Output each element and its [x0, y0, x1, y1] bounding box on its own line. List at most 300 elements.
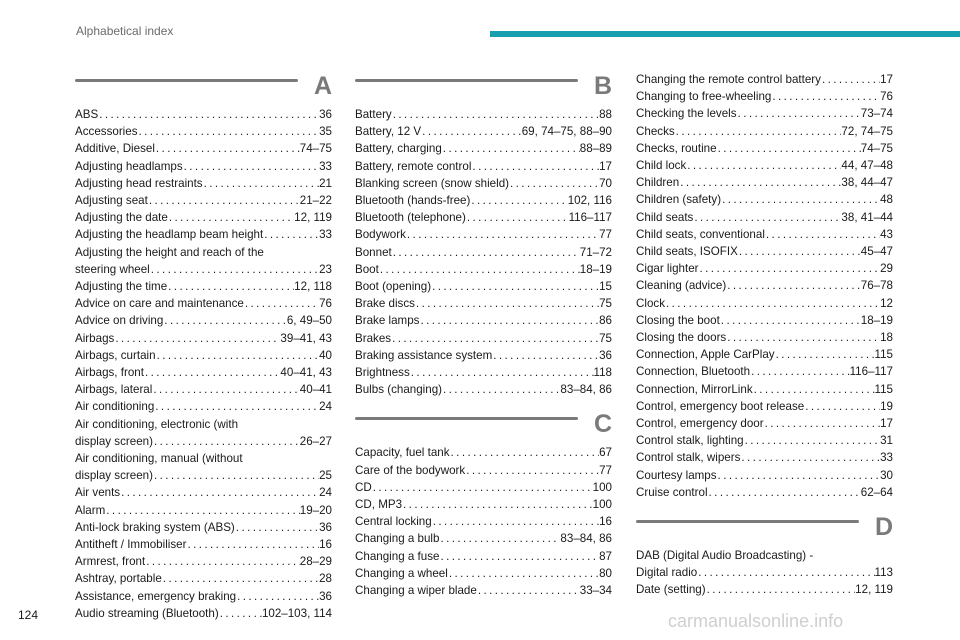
entry-pages: 36	[319, 108, 332, 121]
index-entry	[75, 467, 332, 484]
dot-leader	[764, 415, 881, 432]
entry-term: Airbags	[75, 331, 115, 345]
dot-leader	[150, 261, 319, 278]
entry-term: Control, emergency boot release	[636, 399, 805, 413]
entry-term: Adjusting headlamps	[75, 159, 183, 173]
dot-leader	[726, 329, 880, 346]
entry-pages: 33	[880, 451, 893, 465]
entry-pages: 12, 118	[294, 280, 332, 294]
dot-leader	[155, 140, 300, 157]
entry-pages: 19	[880, 399, 893, 413]
dot-leader	[415, 295, 599, 312]
entry-pages: 30	[880, 468, 893, 482]
entry-term: Armrest, front	[75, 555, 146, 569]
index-entry	[636, 312, 893, 329]
entry-term: Airbags, front	[75, 366, 144, 380]
entry-term: Brightness	[355, 366, 410, 380]
entry-term: Central locking	[355, 515, 432, 529]
entry-pages: 36	[319, 520, 332, 534]
entry-pages: 71–72	[579, 245, 612, 259]
index-entry	[355, 530, 612, 547]
entry-pages: 33–34	[579, 584, 612, 598]
index-entry	[75, 278, 332, 295]
dot-leader	[372, 479, 593, 496]
entry-pages: 33	[319, 228, 332, 242]
entry-term: Control stalk, wipers	[636, 451, 741, 465]
index-entry	[636, 88, 893, 105]
index-entry	[636, 123, 893, 140]
dot-leader	[750, 363, 849, 380]
entry-pages: 44, 47–48	[841, 159, 893, 173]
entry-term: Children (safety)	[636, 193, 722, 207]
dot-leader	[406, 226, 599, 243]
header-accent-bar	[490, 31, 960, 37]
entry-pages: 67	[599, 446, 612, 460]
entry-term: Bulbs (changing)	[355, 383, 443, 397]
index-entry	[355, 278, 612, 295]
dot-leader	[144, 364, 280, 381]
entry-term: Air conditioning	[75, 400, 155, 414]
entry-term: display screen)	[75, 469, 153, 483]
dot-leader	[737, 105, 861, 122]
entry-pages: 80	[599, 566, 612, 580]
entry-term: Accessories	[75, 125, 138, 139]
index-entry	[355, 381, 612, 398]
index-entry	[636, 363, 893, 380]
entry-pages: 72, 74–75	[841, 124, 893, 138]
index-entry	[75, 364, 332, 381]
dot-leader	[432, 513, 599, 530]
entry-pages: 70	[599, 176, 612, 190]
entry-pages: 40	[319, 348, 332, 362]
entry-pages: 77	[599, 228, 612, 242]
entry-pages: 24	[319, 486, 332, 500]
dot-leader	[244, 295, 319, 312]
dot-leader	[183, 158, 319, 175]
entry-pages: 16	[319, 538, 332, 552]
entry-pages: 12	[880, 296, 893, 310]
dot-leader	[431, 278, 599, 295]
entry-pages: 76	[319, 297, 332, 311]
dot-leader	[693, 209, 841, 226]
entry-term: Brakes	[355, 331, 392, 345]
entry-pages: 21–22	[299, 194, 332, 208]
index-entry	[355, 140, 612, 157]
index-entry	[75, 209, 332, 226]
index-entry	[355, 106, 612, 123]
dot-leader	[392, 244, 580, 261]
entry-term: Battery	[355, 108, 392, 121]
entry-pages: 31	[880, 434, 893, 448]
entry-term: Clock	[636, 296, 665, 310]
index-section-a	[75, 72, 332, 622]
dot-leader	[765, 226, 880, 243]
index-entry	[636, 329, 893, 346]
entry-pages: 100	[592, 498, 612, 512]
dot-leader	[410, 364, 594, 381]
index-entry	[355, 565, 612, 582]
index-entry	[636, 295, 893, 312]
index-entry	[355, 330, 612, 347]
page-number: 124	[18, 608, 39, 622]
entry-term: Blanking screen (snow shield)	[355, 176, 510, 190]
dot-leader	[263, 226, 319, 243]
entry-pages: 36	[319, 589, 332, 603]
index-entry	[355, 347, 612, 364]
index-entry	[636, 140, 893, 157]
entry-term: Braking assistance system	[355, 348, 493, 362]
dot-leader	[235, 519, 319, 536]
index-section-b	[355, 72, 612, 398]
index-column-1	[75, 72, 332, 638]
entry-term: Digital radio	[636, 566, 698, 580]
index-entry: DAB (Digital Audio Broadcasting) -	[636, 549, 814, 563]
entry-term: Advice on driving	[75, 314, 164, 328]
section-heading	[636, 513, 893, 547]
entry-pages: 29	[880, 262, 893, 276]
section-heading	[355, 72, 612, 106]
dot-leader	[771, 88, 880, 105]
entry-pages: 16	[599, 515, 612, 529]
index-entry	[355, 192, 612, 209]
index-entry	[75, 106, 332, 123]
entry-term: Connection, MirrorLink	[636, 382, 753, 396]
index-entry	[75, 484, 332, 501]
entry-term: Connection, Bluetooth	[636, 365, 751, 379]
entry-pages: 15	[599, 280, 612, 294]
dot-leader	[153, 467, 319, 484]
entry-term: Boot (opening)	[355, 280, 432, 294]
entry-pages: 118	[593, 366, 612, 380]
dot-leader	[686, 157, 841, 174]
entry-term: Checks	[636, 124, 675, 138]
dot-leader	[753, 381, 875, 398]
dot-leader	[448, 565, 599, 582]
entry-pages: 28–29	[299, 555, 332, 569]
entry-term: Adjusting head restraints	[75, 176, 203, 190]
watermark: carmanualsonline.info	[668, 611, 844, 631]
index-column-2	[355, 72, 612, 615]
index-entry	[75, 226, 332, 243]
index-entry	[636, 381, 893, 398]
entry-term: Bluetooth (hands-free)	[355, 194, 471, 208]
entry-pages: 102, 116	[567, 194, 612, 208]
dot-leader	[138, 123, 320, 140]
index-entry	[636, 157, 893, 174]
index-entry	[75, 261, 332, 278]
dot-leader	[152, 381, 299, 398]
dot-leader	[236, 588, 319, 605]
entry-term: Ashtray, portable	[75, 572, 162, 586]
section-letter: A	[313, 72, 332, 100]
entry-pages: 17	[880, 73, 893, 86]
entry-pages: 39–41, 43	[280, 331, 332, 345]
dot-leader	[740, 449, 880, 466]
index-entry	[355, 496, 612, 513]
dot-leader	[450, 444, 600, 461]
entry-pages: 18–19	[579, 262, 612, 276]
entry-term: steering wheel	[75, 262, 150, 276]
entry-term: Child seats, conventional	[636, 227, 765, 241]
entry-term: Closing the boot	[636, 313, 720, 327]
index-section-c	[355, 410, 612, 599]
entry-term: Child seats, ISOFIX	[636, 245, 738, 259]
index-entry	[355, 295, 612, 312]
entry-term: Assistance, emergency braking	[75, 589, 237, 603]
entry-pages: 74–75	[299, 142, 332, 156]
index-entry	[636, 484, 893, 501]
entry-pages: 77	[599, 463, 612, 477]
dot-leader	[219, 605, 262, 622]
index-entry	[355, 444, 612, 461]
entry-term: Changing a wheel	[355, 566, 448, 580]
index-entry	[636, 581, 893, 598]
dot-leader	[706, 581, 856, 598]
dot-leader	[114, 330, 280, 347]
dot-leader	[442, 381, 560, 398]
entry-term: Capacity, fuel tank	[355, 446, 450, 460]
dot-leader	[466, 209, 569, 226]
dot-leader	[98, 106, 319, 123]
index-entry	[75, 588, 332, 605]
dot-leader	[492, 347, 599, 364]
dot-leader	[120, 484, 319, 501]
entry-pages: 74–75	[860, 141, 893, 155]
entry-term: Airbags, lateral	[75, 383, 153, 397]
entry-term: Checking the levels	[636, 107, 737, 121]
dot-leader	[708, 484, 861, 501]
entry-pages: 86	[599, 314, 612, 328]
entry-pages: 21	[319, 176, 332, 190]
dot-leader	[442, 140, 580, 157]
index-entry	[636, 71, 893, 88]
index-entry	[355, 209, 612, 226]
index-entry	[75, 570, 332, 587]
index-entry: Air conditioning, manual (without	[75, 452, 243, 466]
entry-pages: 116–117	[568, 211, 612, 225]
entry-term: Battery, 12 V	[355, 125, 422, 139]
entry-pages: 100	[592, 480, 612, 494]
entry-term: Audio streaming (Bluetooth)	[75, 606, 219, 620]
index-entry	[75, 140, 332, 157]
dot-leader	[717, 140, 861, 157]
dot-leader	[465, 462, 599, 479]
section-rule	[636, 520, 859, 523]
section-letter: D	[874, 513, 893, 542]
entry-term: Changing a fuse	[355, 549, 440, 563]
entry-term: Bonnet	[355, 245, 392, 259]
dot-leader	[203, 175, 319, 192]
entry-pages: 18–19	[860, 313, 893, 327]
entry-pages: 24	[319, 400, 332, 414]
section-heading	[75, 72, 332, 106]
index-entry	[636, 432, 893, 449]
index-entry	[75, 519, 332, 536]
entry-term: Bodywork	[355, 228, 406, 242]
entry-pages: 73–74	[860, 107, 893, 121]
entry-pages: 45–47	[860, 245, 893, 259]
dot-leader	[391, 330, 599, 347]
index-entry	[75, 312, 332, 329]
index-entry	[355, 312, 612, 329]
index-entry	[355, 261, 612, 278]
entry-pages: 19–20	[299, 503, 332, 517]
index-entry	[636, 174, 893, 191]
dot-leader	[421, 123, 522, 140]
entry-pages: 23	[319, 262, 332, 276]
index-entry	[75, 381, 332, 398]
index-column-3	[636, 71, 893, 615]
entry-pages: 33	[319, 159, 332, 173]
entry-pages: 40–41	[299, 383, 332, 397]
entry-pages: 83–84, 86	[560, 532, 612, 546]
index-entry	[355, 479, 612, 496]
section-heading	[355, 410, 612, 444]
entry-pages: 43	[880, 227, 893, 241]
index-entry	[355, 244, 612, 261]
entry-pages: 17	[599, 159, 612, 173]
index-entry	[75, 502, 332, 519]
entry-pages: 76	[880, 90, 893, 104]
dot-leader	[148, 192, 300, 209]
index-entry	[75, 398, 332, 415]
dot-leader	[156, 347, 320, 364]
entry-pages: 28	[319, 572, 332, 586]
entry-term: CD, MP3	[355, 498, 403, 512]
entry-term: Adjusting the date	[75, 211, 168, 225]
entry-term: Brake lamps	[355, 314, 420, 328]
dot-leader	[679, 174, 841, 191]
index-entry	[75, 123, 332, 140]
index-entry	[355, 175, 612, 192]
index-entry	[75, 192, 332, 209]
index-entry	[75, 433, 332, 450]
index-entry	[636, 105, 893, 122]
dot-leader	[153, 433, 300, 450]
dot-leader	[744, 432, 880, 449]
dot-leader	[105, 502, 299, 519]
dot-leader	[186, 536, 319, 553]
index-entry	[355, 123, 612, 140]
dot-leader	[163, 312, 287, 329]
entry-term: Control stalk, lighting	[636, 434, 744, 448]
index-entry	[636, 398, 893, 415]
entry-pages: 6, 49–50	[286, 314, 332, 328]
entry-pages: 116–117	[849, 365, 893, 379]
entry-term: Adjusting the time	[75, 280, 168, 294]
entry-pages: 62–64	[860, 485, 893, 499]
entry-pages: 12, 119	[294, 211, 332, 225]
entry-pages: 26–27	[299, 434, 332, 448]
entry-pages: 102–103, 114	[261, 606, 332, 620]
index-entry	[355, 226, 612, 243]
index-entry	[75, 553, 332, 570]
entry-term: Cigar lighter	[636, 262, 699, 276]
entry-term: Alarm	[75, 503, 106, 517]
dot-leader	[154, 398, 319, 415]
entry-term: CD	[355, 480, 372, 494]
dot-leader	[145, 553, 300, 570]
entry-term: Battery, charging	[355, 142, 442, 156]
index-entry	[355, 548, 612, 565]
dot-leader	[168, 209, 294, 226]
dot-leader	[721, 191, 880, 208]
dot-leader	[402, 496, 593, 513]
entry-pages: 69, 74–75, 88–90	[521, 125, 612, 139]
dot-leader	[419, 312, 599, 329]
dot-leader	[699, 260, 881, 277]
entry-term: Adjusting the headlamp beam height	[75, 228, 264, 242]
dot-leader	[665, 295, 880, 312]
entry-term: Control, emergency door	[636, 417, 764, 431]
entry-pages: 48	[880, 193, 893, 207]
entry-term: Airbags, curtain	[75, 348, 156, 362]
entry-term: Additive, Diesel	[75, 142, 155, 156]
dot-leader	[470, 192, 567, 209]
entry-term: Adjusting seat	[75, 194, 148, 208]
entry-term: Battery, remote control	[355, 159, 472, 173]
index-entry	[636, 226, 893, 243]
entry-term: display screen)	[75, 434, 153, 448]
entry-pages: 87	[599, 549, 612, 563]
dot-leader	[162, 570, 319, 587]
entry-term: Care of the bodywork	[355, 463, 466, 477]
entry-term: Connection, Apple CarPlay	[636, 348, 775, 362]
index-entry	[636, 243, 893, 260]
dot-leader	[821, 71, 880, 88]
entry-pages: 12, 119	[855, 583, 893, 597]
entry-term: Children	[636, 176, 680, 190]
index-entry	[75, 295, 332, 312]
entry-term: Cleaning (advice)	[636, 279, 727, 293]
entry-pages: 75	[599, 331, 612, 345]
entry-pages: 115	[874, 382, 893, 396]
index-entry	[636, 415, 893, 432]
entry-term: Changing the remote control battery	[636, 73, 821, 86]
section-rule	[75, 79, 298, 82]
entry-term: Bluetooth (telephone)	[355, 211, 466, 225]
entry-term: Brake discs	[355, 297, 415, 311]
entry-term: ABS	[75, 108, 99, 121]
dot-leader	[775, 346, 875, 363]
index-entry	[75, 175, 332, 192]
dot-leader	[804, 398, 880, 415]
entry-pages: 76–78	[860, 279, 893, 293]
index-entry	[636, 191, 893, 208]
entry-term: Child lock	[636, 159, 687, 173]
index-entry	[75, 605, 332, 622]
entry-pages: 18	[880, 331, 893, 345]
index-section-d	[636, 513, 893, 599]
section-rule	[355, 79, 578, 82]
index-entry	[636, 209, 893, 226]
entry-pages: 115	[874, 348, 893, 362]
section-letter: C	[593, 410, 612, 439]
dot-leader	[439, 530, 560, 547]
entry-term: Date (setting)	[636, 583, 706, 597]
entry-pages: 17	[880, 417, 893, 431]
index-entry	[636, 277, 893, 294]
dot-leader	[477, 582, 580, 599]
dot-leader	[717, 467, 881, 484]
entry-term: Cruise control	[636, 485, 708, 499]
entry-term: Changing to free-wheeling	[636, 90, 772, 104]
entry-term: Checks, routine	[636, 141, 717, 155]
entry-pages: 36	[599, 348, 612, 362]
index-entry	[75, 347, 332, 364]
dot-leader	[675, 123, 842, 140]
index-entry	[355, 462, 612, 479]
